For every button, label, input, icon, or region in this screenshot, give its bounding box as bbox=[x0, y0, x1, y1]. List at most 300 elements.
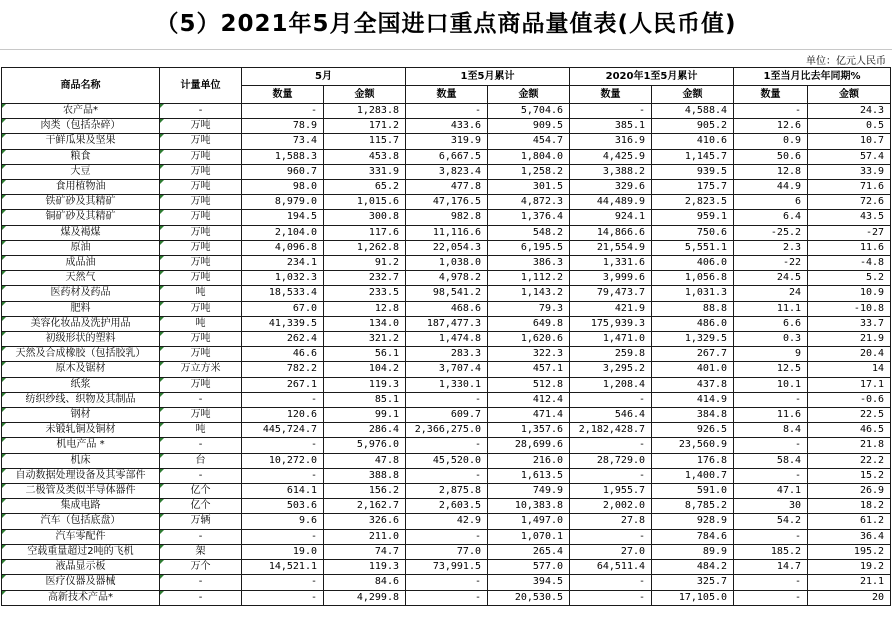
row-value-cell: 3,823.4 bbox=[406, 164, 488, 179]
row-value-cell: 445,724.7 bbox=[242, 423, 324, 438]
row-product-name: 天然气 bbox=[2, 271, 160, 286]
row-value-cell: 1,015.6 bbox=[324, 195, 406, 210]
row-value-cell: 233.5 bbox=[324, 286, 406, 301]
row-value-cell: 91.2 bbox=[324, 256, 406, 271]
row-value-cell: 421.9 bbox=[570, 301, 652, 316]
row-value-cell: 286.4 bbox=[324, 423, 406, 438]
row-value-cell: 10.7 bbox=[808, 134, 891, 149]
row-value-cell: - bbox=[242, 590, 324, 605]
row-value-cell: 325.7 bbox=[652, 575, 734, 590]
table-row bbox=[2, 514, 891, 529]
row-value-cell: -10.8 bbox=[808, 301, 891, 316]
row-value-cell: 2,182,428.7 bbox=[570, 423, 652, 438]
row-unit: 万吨 bbox=[160, 210, 242, 225]
row-value-cell: 24.3 bbox=[808, 104, 891, 119]
row-value-cell: - bbox=[406, 575, 488, 590]
row-value-cell: 24 bbox=[734, 286, 808, 301]
row-unit: 万立方米 bbox=[160, 362, 242, 377]
row-value-cell: 117.6 bbox=[324, 225, 406, 240]
table-row bbox=[2, 575, 891, 590]
row-product-name: 食用植物油 bbox=[2, 180, 160, 195]
row-value-cell: 267.7 bbox=[652, 347, 734, 362]
row-product-name: 未锻轧铜及铜材 bbox=[2, 423, 160, 438]
row-unit: 万吨 bbox=[160, 240, 242, 255]
row-value-cell: 1,620.6 bbox=[488, 332, 570, 347]
row-value-cell: 329.6 bbox=[570, 180, 652, 195]
row-value-cell: 22.2 bbox=[808, 453, 891, 468]
row-value-cell: 175,939.3 bbox=[570, 316, 652, 331]
row-value-cell: 8,785.2 bbox=[652, 499, 734, 514]
row-unit: - bbox=[160, 529, 242, 544]
row-value-cell: 267.1 bbox=[242, 377, 324, 392]
row-value-cell: 316.9 bbox=[570, 134, 652, 149]
row-value-cell: 384.8 bbox=[652, 408, 734, 423]
row-value-cell: 12.8 bbox=[324, 301, 406, 316]
row-value-cell: 259.8 bbox=[570, 347, 652, 362]
header-sub: 数量 bbox=[242, 86, 324, 104]
row-value-cell: 8.4 bbox=[734, 423, 808, 438]
row-value-cell: 50.6 bbox=[734, 149, 808, 164]
row-value-cell: 453.8 bbox=[324, 149, 406, 164]
row-value-cell: 3,999.6 bbox=[570, 271, 652, 286]
header-sub: 金额 bbox=[324, 86, 406, 104]
table-row bbox=[2, 301, 891, 316]
row-value-cell: 23,560.9 bbox=[652, 438, 734, 453]
row-value-cell: - bbox=[242, 392, 324, 407]
table-row bbox=[2, 377, 891, 392]
row-value-cell: -22 bbox=[734, 256, 808, 271]
row-value-cell: 326.6 bbox=[324, 514, 406, 529]
row-value-cell: 5.2 bbox=[808, 271, 891, 286]
table-row bbox=[2, 104, 891, 119]
row-product-name: 原油 bbox=[2, 240, 160, 255]
row-product-name: 集成电路 bbox=[2, 499, 160, 514]
row-value-cell: 232.7 bbox=[324, 271, 406, 286]
header-sub: 金额 bbox=[808, 86, 891, 104]
row-value-cell: - bbox=[570, 575, 652, 590]
table-row bbox=[2, 256, 891, 271]
row-value-cell: 2,162.7 bbox=[324, 499, 406, 514]
row-value-cell: 12.8 bbox=[734, 164, 808, 179]
row-value-cell: 119.3 bbox=[324, 560, 406, 575]
row-value-cell: 21.9 bbox=[808, 332, 891, 347]
table-row bbox=[2, 453, 891, 468]
row-value-cell: 18,533.4 bbox=[242, 286, 324, 301]
row-value-cell: 749.9 bbox=[488, 484, 570, 499]
row-value-cell: 54.2 bbox=[734, 514, 808, 529]
row-value-cell: 185.2 bbox=[734, 544, 808, 559]
row-value-cell: 84.6 bbox=[324, 575, 406, 590]
row-product-name: 成品油 bbox=[2, 256, 160, 271]
row-value-cell: 45,520.0 bbox=[406, 453, 488, 468]
row-value-cell: 331.9 bbox=[324, 164, 406, 179]
table-row bbox=[2, 195, 891, 210]
row-value-cell: 1,112.2 bbox=[488, 271, 570, 286]
row-unit: - bbox=[160, 590, 242, 605]
row-value-cell: 27.0 bbox=[570, 544, 652, 559]
import-table bbox=[1, 67, 891, 606]
row-unit: 万吨 bbox=[160, 149, 242, 164]
row-value-cell: 503.6 bbox=[242, 499, 324, 514]
row-value-cell: 22,054.3 bbox=[406, 240, 488, 255]
row-value-cell: 1,331.6 bbox=[570, 256, 652, 271]
row-value-cell: 1,497.0 bbox=[488, 514, 570, 529]
row-value-cell: 926.5 bbox=[652, 423, 734, 438]
row-value-cell: 46.5 bbox=[808, 423, 891, 438]
row-value-cell: 22.5 bbox=[808, 408, 891, 423]
table-row bbox=[2, 149, 891, 164]
row-value-cell: 11.1 bbox=[734, 301, 808, 316]
row-product-name: 高新技术产品* bbox=[2, 590, 160, 605]
row-value-cell: 11.6 bbox=[808, 240, 891, 255]
row-unit: 吨 bbox=[160, 286, 242, 301]
row-value-cell: - bbox=[734, 104, 808, 119]
row-value-cell: - bbox=[406, 438, 488, 453]
table-row bbox=[2, 180, 891, 195]
row-value-cell: 115.7 bbox=[324, 134, 406, 149]
table-row bbox=[2, 286, 891, 301]
row-value-cell: 6 bbox=[734, 195, 808, 210]
row-value-cell: 21.1 bbox=[808, 575, 891, 590]
row-value-cell: 10,383.8 bbox=[488, 499, 570, 514]
row-value-cell: 20.4 bbox=[808, 347, 891, 362]
row-product-name: 医疗仪器及器械 bbox=[2, 575, 160, 590]
row-value-cell: 211.0 bbox=[324, 529, 406, 544]
header-group-may: 5月 bbox=[242, 68, 406, 86]
row-value-cell: 216.0 bbox=[488, 453, 570, 468]
row-value-cell: 64,511.4 bbox=[570, 560, 652, 575]
table-row bbox=[2, 164, 891, 179]
table-row bbox=[2, 316, 891, 331]
row-value-cell: - bbox=[242, 575, 324, 590]
row-unit: - bbox=[160, 104, 242, 119]
row-value-cell: - bbox=[242, 468, 324, 483]
row-value-cell: 1,613.5 bbox=[488, 468, 570, 483]
row-value-cell: 58.4 bbox=[734, 453, 808, 468]
row-value-cell: 2,823.5 bbox=[652, 195, 734, 210]
row-value-cell: - bbox=[570, 529, 652, 544]
row-unit: 万吨 bbox=[160, 347, 242, 362]
row-value-cell: 71.6 bbox=[808, 180, 891, 195]
row-value-cell: 120.6 bbox=[242, 408, 324, 423]
row-value-cell: 8,979.0 bbox=[242, 195, 324, 210]
row-value-cell: 928.9 bbox=[652, 514, 734, 529]
row-value-cell: 14,521.1 bbox=[242, 560, 324, 575]
table-row bbox=[2, 468, 891, 483]
row-product-name: 汽车（包括底盘） bbox=[2, 514, 160, 529]
row-value-cell: 468.6 bbox=[406, 301, 488, 316]
row-value-cell: 484.2 bbox=[652, 560, 734, 575]
row-value-cell: 79,473.7 bbox=[570, 286, 652, 301]
row-value-cell: 784.6 bbox=[652, 529, 734, 544]
row-value-cell: 44.9 bbox=[734, 180, 808, 195]
header-group-yoy: 1至当月比去年同期% bbox=[734, 68, 891, 86]
row-value-cell: 1,258.2 bbox=[488, 164, 570, 179]
table-row bbox=[2, 408, 891, 423]
row-value-cell: 4,096.8 bbox=[242, 240, 324, 255]
table-row bbox=[2, 590, 891, 605]
row-value-cell: 4,588.4 bbox=[652, 104, 734, 119]
row-value-cell: 77.0 bbox=[406, 544, 488, 559]
row-value-cell: 17.1 bbox=[808, 377, 891, 392]
row-unit: 亿个 bbox=[160, 484, 242, 499]
row-product-name: 纸浆 bbox=[2, 377, 160, 392]
row-value-cell: 2,603.5 bbox=[406, 499, 488, 514]
row-value-cell: 43.5 bbox=[808, 210, 891, 225]
row-unit: 万吨 bbox=[160, 180, 242, 195]
row-product-name: 机电产品 * bbox=[2, 438, 160, 453]
row-value-cell: 28,729.0 bbox=[570, 453, 652, 468]
row-value-cell: 67.0 bbox=[242, 301, 324, 316]
row-value-cell: 12.5 bbox=[734, 362, 808, 377]
row-unit: 架 bbox=[160, 544, 242, 559]
row-value-cell: 33.9 bbox=[808, 164, 891, 179]
row-value-cell: 104.2 bbox=[324, 362, 406, 377]
header-sub: 金额 bbox=[488, 86, 570, 104]
row-value-cell: 47.1 bbox=[734, 484, 808, 499]
row-value-cell: 546.4 bbox=[570, 408, 652, 423]
row-unit: - bbox=[160, 575, 242, 590]
row-value-cell: 61.2 bbox=[808, 514, 891, 529]
row-product-name: 铜矿砂及其精矿 bbox=[2, 210, 160, 225]
row-value-cell: 3,295.2 bbox=[570, 362, 652, 377]
row-value-cell: 156.2 bbox=[324, 484, 406, 499]
row-value-cell: 234.1 bbox=[242, 256, 324, 271]
row-value-cell: 609.7 bbox=[406, 408, 488, 423]
header-row-groups bbox=[2, 68, 891, 86]
row-value-cell: 319.9 bbox=[406, 134, 488, 149]
header-name: 商品名称 bbox=[2, 68, 160, 104]
row-unit: 万吨 bbox=[160, 408, 242, 423]
row-value-cell: 486.0 bbox=[652, 316, 734, 331]
row-value-cell: 1,070.1 bbox=[488, 529, 570, 544]
row-unit: 亿个 bbox=[160, 499, 242, 514]
row-value-cell: - bbox=[734, 575, 808, 590]
row-product-name: 空载重量超过2吨的飞机 bbox=[2, 544, 160, 559]
row-value-cell: 19.0 bbox=[242, 544, 324, 559]
row-value-cell: 454.7 bbox=[488, 134, 570, 149]
row-product-name: 原木及锯材 bbox=[2, 362, 160, 377]
row-value-cell: 1,471.0 bbox=[570, 332, 652, 347]
row-value-cell: 9.6 bbox=[242, 514, 324, 529]
row-product-name: 农产品* bbox=[2, 104, 160, 119]
row-value-cell: 385.1 bbox=[570, 119, 652, 134]
row-product-name: 汽车零配件 bbox=[2, 529, 160, 544]
row-value-cell: 46.6 bbox=[242, 347, 324, 362]
row-value-cell: 6.6 bbox=[734, 316, 808, 331]
row-value-cell: 11,116.6 bbox=[406, 225, 488, 240]
row-value-cell: - bbox=[734, 590, 808, 605]
row-unit: 万吨 bbox=[160, 164, 242, 179]
row-value-cell: 1,400.7 bbox=[652, 468, 734, 483]
row-value-cell: 1,143.2 bbox=[488, 286, 570, 301]
row-value-cell: 14 bbox=[808, 362, 891, 377]
row-value-cell: -27 bbox=[808, 225, 891, 240]
row-value-cell: 47.8 bbox=[324, 453, 406, 468]
row-value-cell: 98,541.2 bbox=[406, 286, 488, 301]
row-product-name: 机床 bbox=[2, 453, 160, 468]
row-product-name: 自动数据处理设备及其零部件 bbox=[2, 468, 160, 483]
row-value-cell: 47,176.5 bbox=[406, 195, 488, 210]
row-unit: 万吨 bbox=[160, 225, 242, 240]
row-value-cell: - bbox=[570, 468, 652, 483]
header-unit: 计量单位 bbox=[160, 68, 242, 104]
table-row bbox=[2, 347, 891, 362]
row-unit: - bbox=[160, 468, 242, 483]
row-value-cell: - bbox=[734, 392, 808, 407]
row-product-name: 液晶显示板 bbox=[2, 560, 160, 575]
row-value-cell: 73.4 bbox=[242, 134, 324, 149]
row-value-cell: 33.7 bbox=[808, 316, 891, 331]
row-unit: 万吨 bbox=[160, 301, 242, 316]
row-value-cell: 548.2 bbox=[488, 225, 570, 240]
row-product-name: 大豆 bbox=[2, 164, 160, 179]
row-value-cell: 1,474.8 bbox=[406, 332, 488, 347]
row-value-cell: 905.2 bbox=[652, 119, 734, 134]
row-value-cell: - bbox=[242, 104, 324, 119]
row-value-cell: 65.2 bbox=[324, 180, 406, 195]
table-row bbox=[2, 119, 891, 134]
row-value-cell: - bbox=[406, 590, 488, 605]
row-product-name: 医药材及药品 bbox=[2, 286, 160, 301]
row-value-cell: 21.8 bbox=[808, 438, 891, 453]
table-row bbox=[2, 210, 891, 225]
row-value-cell: - bbox=[734, 529, 808, 544]
row-unit: 吨 bbox=[160, 423, 242, 438]
row-value-cell: 437.8 bbox=[652, 377, 734, 392]
row-product-name: 二极管及类似半导体器件 bbox=[2, 484, 160, 499]
row-value-cell: 414.9 bbox=[652, 392, 734, 407]
row-value-cell: 20,530.5 bbox=[488, 590, 570, 605]
row-value-cell: 20 bbox=[808, 590, 891, 605]
row-value-cell: 512.8 bbox=[488, 377, 570, 392]
row-unit: - bbox=[160, 392, 242, 407]
row-value-cell: 410.6 bbox=[652, 134, 734, 149]
row-value-cell: 2,366,275.0 bbox=[406, 423, 488, 438]
row-value-cell: 614.1 bbox=[242, 484, 324, 499]
row-value-cell: 406.0 bbox=[652, 256, 734, 271]
row-value-cell: 1,329.5 bbox=[652, 332, 734, 347]
row-value-cell: 1,038.0 bbox=[406, 256, 488, 271]
row-value-cell: 5,704.6 bbox=[488, 104, 570, 119]
row-value-cell: 1,283.8 bbox=[324, 104, 406, 119]
header-sub: 数量 bbox=[406, 86, 488, 104]
row-value-cell: 3,388.2 bbox=[570, 164, 652, 179]
row-value-cell: 283.3 bbox=[406, 347, 488, 362]
row-value-cell: 0.3 bbox=[734, 332, 808, 347]
row-value-cell: 14,866.6 bbox=[570, 225, 652, 240]
row-value-cell: 134.0 bbox=[324, 316, 406, 331]
row-value-cell: 57.4 bbox=[808, 149, 891, 164]
row-value-cell: 1,208.4 bbox=[570, 377, 652, 392]
row-value-cell: 27.8 bbox=[570, 514, 652, 529]
row-unit: 吨 bbox=[160, 316, 242, 331]
row-value-cell: 24.5 bbox=[734, 271, 808, 286]
row-value-cell: 412.4 bbox=[488, 392, 570, 407]
row-value-cell: 960.7 bbox=[242, 164, 324, 179]
row-product-name: 美容化妆品及洗护用品 bbox=[2, 316, 160, 331]
row-value-cell: 750.6 bbox=[652, 225, 734, 240]
row-value-cell: 262.4 bbox=[242, 332, 324, 347]
row-product-name: 初级形状的塑料 bbox=[2, 332, 160, 347]
table-row bbox=[2, 423, 891, 438]
row-value-cell: 477.8 bbox=[406, 180, 488, 195]
row-value-cell: 577.0 bbox=[488, 560, 570, 575]
row-value-cell: 924.1 bbox=[570, 210, 652, 225]
row-value-cell: 119.3 bbox=[324, 377, 406, 392]
row-value-cell: 6.4 bbox=[734, 210, 808, 225]
row-value-cell: 4,299.8 bbox=[324, 590, 406, 605]
row-value-cell: 74.7 bbox=[324, 544, 406, 559]
row-value-cell: - bbox=[406, 529, 488, 544]
row-value-cell: 85.1 bbox=[324, 392, 406, 407]
row-value-cell: 1,056.8 bbox=[652, 271, 734, 286]
row-value-cell: 1,032.3 bbox=[242, 271, 324, 286]
table-row bbox=[2, 134, 891, 149]
table-row bbox=[2, 225, 891, 240]
row-value-cell: - bbox=[734, 468, 808, 483]
row-value-cell: -25.2 bbox=[734, 225, 808, 240]
row-value-cell: 10.1 bbox=[734, 377, 808, 392]
row-value-cell: 457.1 bbox=[488, 362, 570, 377]
row-product-name: 粮食 bbox=[2, 149, 160, 164]
row-value-cell: 15.2 bbox=[808, 468, 891, 483]
table-row bbox=[2, 438, 891, 453]
row-value-cell: 2,002.0 bbox=[570, 499, 652, 514]
table-row bbox=[2, 271, 891, 286]
row-value-cell: 433.6 bbox=[406, 119, 488, 134]
row-value-cell: 1,031.3 bbox=[652, 286, 734, 301]
row-value-cell: 2,104.0 bbox=[242, 225, 324, 240]
row-value-cell: 322.3 bbox=[488, 347, 570, 362]
row-value-cell: 26.9 bbox=[808, 484, 891, 499]
row-value-cell: 321.2 bbox=[324, 332, 406, 347]
row-value-cell: 4,872.3 bbox=[488, 195, 570, 210]
row-value-cell: 265.4 bbox=[488, 544, 570, 559]
row-value-cell: 2,875.8 bbox=[406, 484, 488, 499]
row-value-cell: 1,955.7 bbox=[570, 484, 652, 499]
row-value-cell: 1,588.3 bbox=[242, 149, 324, 164]
row-value-cell: 187,477.3 bbox=[406, 316, 488, 331]
row-value-cell: 42.9 bbox=[406, 514, 488, 529]
row-unit: 万吨 bbox=[160, 377, 242, 392]
row-product-name: 肥料 bbox=[2, 301, 160, 316]
row-value-cell: 11.6 bbox=[734, 408, 808, 423]
row-value-cell: 386.3 bbox=[488, 256, 570, 271]
row-value-cell: 1,804.0 bbox=[488, 149, 570, 164]
row-value-cell: 78.9 bbox=[242, 119, 324, 134]
table-row bbox=[2, 560, 891, 575]
table-row bbox=[2, 332, 891, 347]
row-product-name: 天然及合成橡胶（包括胶乳） bbox=[2, 347, 160, 362]
row-value-cell: 30 bbox=[734, 499, 808, 514]
row-value-cell: 1,262.8 bbox=[324, 240, 406, 255]
header-sub: 金额 bbox=[652, 86, 734, 104]
row-value-cell: -0.6 bbox=[808, 392, 891, 407]
table-row bbox=[2, 240, 891, 255]
row-value-cell: 10.9 bbox=[808, 286, 891, 301]
row-value-cell: 175.7 bbox=[652, 180, 734, 195]
row-value-cell: 782.2 bbox=[242, 362, 324, 377]
header-group-ytd: 1至5月累计 bbox=[406, 68, 570, 86]
page-title: （5）2021年5月全国进口重点商品量值表(人民币值) bbox=[155, 11, 737, 37]
row-value-cell: - bbox=[570, 438, 652, 453]
row-value-cell: 909.5 bbox=[488, 119, 570, 134]
row-unit: 万吨 bbox=[160, 195, 242, 210]
row-value-cell: 21,554.9 bbox=[570, 240, 652, 255]
row-value-cell: 14.7 bbox=[734, 560, 808, 575]
row-value-cell: - bbox=[734, 438, 808, 453]
